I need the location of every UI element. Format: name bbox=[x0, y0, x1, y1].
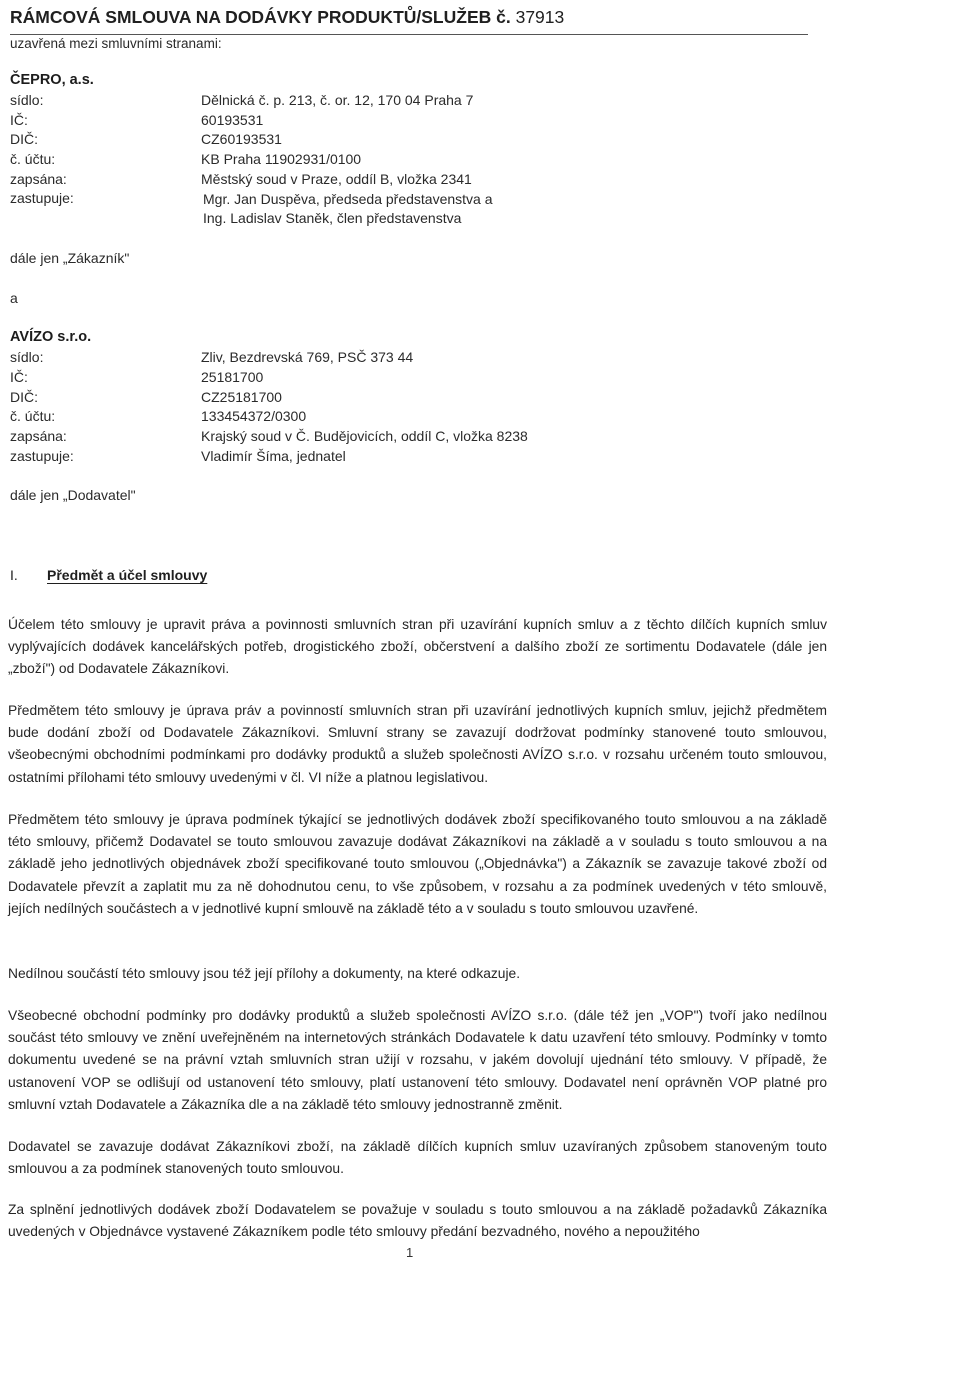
supplier-registered-label: zapsána: bbox=[10, 428, 67, 444]
customer-account-label: č. účtu: bbox=[10, 151, 56, 167]
customer-representative-value-2: Ing. Ladislav Staněk, člen představenstva bbox=[203, 210, 462, 226]
customer-dic-value: CZ60193531 bbox=[201, 131, 282, 147]
customer-account-value: KB Praha 11902931/0100 bbox=[201, 151, 362, 167]
title-underline bbox=[10, 34, 808, 35]
customer-seat-value: Dělnická č. p. 213, č. or. 12, 170 04 Praha 7 bbox=[201, 92, 474, 108]
supplier-account-value: 133454372/0300 bbox=[201, 408, 307, 424]
supplier-alias: dále jen „Dodavatel" bbox=[10, 487, 136, 503]
customer-ic-value: 60193531 bbox=[201, 112, 264, 128]
paragraph-subject-deliveries: Předmětem této smlouvy je úprava podmínek týkající se jednotlivých dodávek zboží specifikovaného touto smlouvou a na základě této smlouvy, přičemž Dodavatel se touto smlouvou zavazuje dodávat Zákazníkovi na základě a v souladu s touto smlouvou a na základě jeho jednotlivých objednávek zboží specifikované touto smlouvou („Objednávka") a Zákazník se zavazuje takové zboží od Dodavatele převzít a zaplatit mu za ně dohodnutou cenu, to vše způsobem, v rozsahu a za podmínek uvedených v této smlouvě, jejích nedílných součástech a v jednotlivé kupní smlouvě na základě této a v souladu s touto smlouvou uzavřené. bbox=[8, 812, 827, 916]
page-number: 1 bbox=[406, 1245, 414, 1260]
contract-number: 37913 bbox=[515, 7, 565, 27]
supplier-seat-label: sídlo: bbox=[10, 349, 44, 365]
supplier-dic-value: CZ25181700 bbox=[201, 389, 282, 405]
customer-dic-label: DIČ: bbox=[10, 131, 38, 147]
customer-ic-label: IČ: bbox=[10, 112, 28, 128]
paragraph-subject-rights: Předmětem této smlouvy je úprava práv a povinností smluvních stran při uzavírání jednotlivých kupních smluv, jejichž předmětem bude dodání zboží od Dodavatele Zákazníkovi. Smluvní strany se zavazují dodržovat podmínky stanovené touto smlouvou, všeobecnými obchodními podmínkami pro dodávky produktů a služeb společnosti AVÍZO s.r.o. v rozsahu určeném touto smlouvou, ostatními přílohami této smlouvy uvedenými v čl. VI níže a platnou legislativou. bbox=[8, 703, 827, 785]
customer-representative-value: Mgr. Jan Duspěva, předseda představenstva a bbox=[203, 191, 493, 207]
customer-representative-label: zastupuje: bbox=[10, 190, 74, 206]
document-subtitle: uzavřená mezi smluvními stranami: bbox=[10, 36, 222, 51]
supplier-representative-value: Vladimír Šíma, jednatel bbox=[201, 448, 346, 464]
section-title: Předmět a účel smlouvy bbox=[47, 567, 208, 583]
supplier-account-label: č. účtu: bbox=[10, 408, 56, 424]
customer-registered-label: zapsána: bbox=[10, 171, 67, 187]
paragraph-purpose: Účelem této smlouvy je upravit práva a povinnosti smluvních stran při uzavírání kupních smluv a z těchto dílčích kupních smluv vyplývajících dodávek kancelářských potřeb, drogistického zboží, občerstvení a dalšího zboží ze sortimentu Dodavatele (dále jen „zboží") od Dodavatele Zákazníkovi. bbox=[8, 617, 827, 677]
section-number: I. bbox=[10, 567, 18, 583]
customer-alias: dále jen „Zákazník" bbox=[10, 250, 130, 266]
paragraph-annexes: Nedílnou součástí této smlouvy jsou též její přílohy a dokumenty, na které odkazuje. bbox=[8, 966, 521, 981]
conjunction: a bbox=[10, 290, 18, 306]
section-heading bbox=[10, 567, 207, 583]
customer-registered-value: Městský soud v Praze, oddíl B, vložka 2341 bbox=[201, 171, 472, 187]
paragraph-supplier-obligation: Dodavatel se zavazuje dodávat Zákazníkovi zboží, na základě dílčích kupních smluv uzavíraných způsobem stanoveným touto smlouvou a za podmínek stanovených touto smlouvou. bbox=[8, 1139, 827, 1177]
supplier-representative-label: zastupuje: bbox=[10, 448, 74, 464]
paragraph-terms: Všeobecné obchodní podmínky pro dodávky produktů a služeb společnosti AVÍZO s.r.o. (dále též jen „VOP") tvoří jako nedílnou součást této smlouvy ve znění uveřejněném na internetových stránkách Dodavatele k datu uzavření této smlouvy. Podmínky v tomto dokumentu uvedené se na právní vztah smluvních stran užijí v rozsahu, v jakém dovolují ujednání této smlouvy. V případě, že ustanovení VOP se odlišují od ustanovení této smlouvy, platí ustanovení této smlouvy. Dodavatel není oprávněn VOP platné pro smluvní vztah Dodavatele a Zákazníka dle a na základě této smlouvy jednostranně změnit. bbox=[8, 1008, 827, 1112]
title-text: RÁMCOVÁ SMLOUVA NA DODÁVKY PRODUKTŮ/SLUŽEB č. bbox=[10, 7, 511, 27]
supplier-registered-value: Krajský soud v Č. Budějovicích, oddíl C, vložka 8238 bbox=[201, 428, 528, 444]
supplier-ic-value: 25181700 bbox=[201, 369, 264, 385]
customer-name: ČEPRO, a.s. bbox=[10, 72, 94, 88]
supplier-name: AVÍZO s.r.o. bbox=[10, 329, 92, 345]
supplier-ic-label: IČ: bbox=[10, 369, 28, 385]
supplier-seat-value: Zliv, Bezdrevská 769, PSČ 373 44 bbox=[201, 349, 414, 365]
supplier-dic-label: DIČ: bbox=[10, 389, 38, 405]
paragraph-fulfilment: Za splnění jednotlivých dodávek zboží Dodavatelem se považuje v souladu s touto smlouvou a na základě požadavků Zákazníka uvedených v Objednávce vystavené Zákazníkem podle této smlouvy předání bezvadného, nového a nepoužitého bbox=[8, 1202, 827, 1240]
document-title bbox=[10, 7, 564, 28]
customer-seat-label: sídlo: bbox=[10, 92, 44, 108]
